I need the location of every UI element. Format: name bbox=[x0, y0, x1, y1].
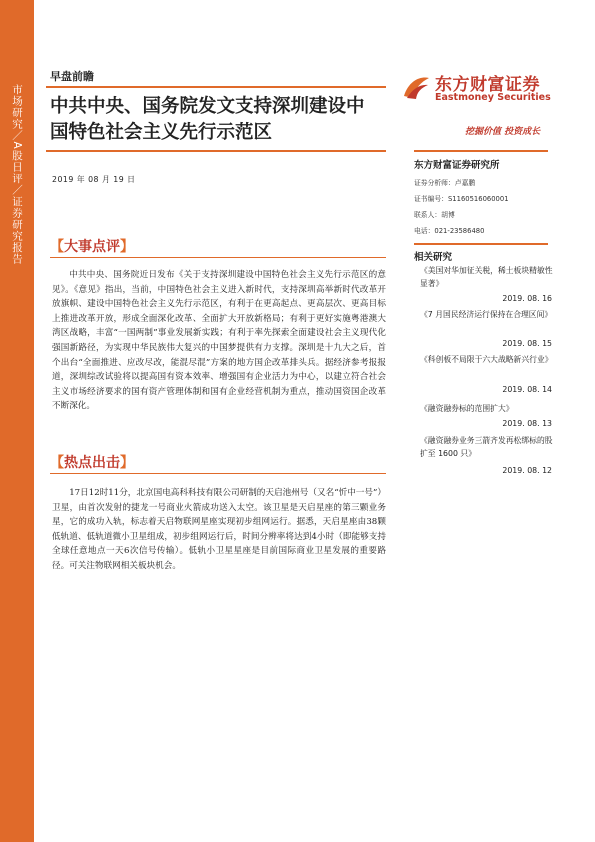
brand-name-en: Eastmoney Securities bbox=[435, 92, 551, 103]
related-item-date: 2019. 08. 13 bbox=[502, 419, 552, 428]
bracket-left: 【 bbox=[50, 455, 64, 471]
page-title bbox=[50, 94, 390, 146]
related-item-date: 2019. 08. 14 bbox=[502, 385, 552, 394]
bracket-right: 】 bbox=[120, 455, 134, 471]
title-bottom-rule bbox=[46, 150, 386, 152]
related-item-title[interactable]: 《7 月国民经济运行保持在合理区间》 bbox=[420, 310, 553, 319]
brand-name-cn: 东方财富证券 bbox=[435, 75, 540, 95]
bracket-right: 】 bbox=[120, 239, 134, 255]
org-heading: 东方财富证券研究所 bbox=[414, 160, 500, 171]
section-body-events: 中共中央、国务院近日发布《关于支持深圳建设中国特色社会主义先行示范区的意见》。《意见》指出，当前，中国特色社会主义进入新时代，支持深圳高举新时代改革开放旗帜、建设中国特色社会主义先行示范区，有利于在更高起点、更高层次、更高目标上推进改革开放，形成全面深化改革、全面扩大开放新格局；有利于更好实施粤港澳大湾区战略，丰富“一国两制”事业发展新实践；有利于率先探索全面建设社会主义现代化强国新路径，为实现中华民族伟大复兴的中国梦提供有力支撑。深圳是十九大之后，首个出台“全面推进、应改尽改，能混尽混”方案的地方国企改革排头兵。据经济参考报报道，深圳综改试验将以提高国有资本效率、增强国有企业活力为中心，以建立符合社会主义市场经济要求的国有资产管理体制和国有企业经营机制为重点，推动国资国企改革不断深化。 bbox=[52, 270, 386, 412]
section-body-hotspot: 17日12时11分，北京国电高科科技有限公司研制的天启池州号（又名“忻中一号”）卫星，由首次发射的捷龙一号商业火箭成功送入太空。该卫星是天启星座的第三颗业务星，它的成功入轨，标志着天启物联网星座实现初步组网运行。据悉，天启星座由38颗低轨道、低轨道微小卫星组成，初步组网运行后，时间分辨率将达到4小时（即能够支持全球任意地点一天6次信号传输）。低轨小卫星星座是目前国际商业卫星发展的重要路径。可关注物联网相关板块机会。 bbox=[52, 488, 386, 571]
title-line-2: 国特色社会主义先行示范区 bbox=[50, 122, 273, 143]
section-divider bbox=[50, 257, 386, 258]
related-item-title[interactable]: 《融资融券标的范围扩大》 bbox=[420, 404, 514, 413]
org-rule bbox=[414, 150, 548, 152]
brand-mark-icon bbox=[401, 72, 431, 102]
section-heading-events bbox=[50, 236, 134, 256]
phone-line: 电话：021-23586480 bbox=[414, 227, 485, 235]
related-item-title[interactable]: 《美国对华加征关税，稀土板块精敏性显著》 bbox=[420, 266, 553, 288]
section-heading-hotspot bbox=[50, 452, 134, 472]
related-rule bbox=[414, 243, 548, 245]
section-heading-text: 大事点评 bbox=[64, 239, 120, 255]
bracket-left: 【 bbox=[50, 239, 64, 255]
related-item-date: 2019. 08. 12 bbox=[502, 466, 552, 475]
sidebar bbox=[0, 0, 34, 842]
analyst-line: 证券分析师：卢嘉鹏 bbox=[414, 179, 476, 187]
contact-line: 联系人：胡博 bbox=[414, 211, 455, 219]
related-item-date: 2019. 08. 15 bbox=[502, 339, 552, 348]
section-divider bbox=[50, 473, 386, 474]
title-line-1: 中共中央、国务院发文支持深圳建设中 bbox=[50, 96, 365, 117]
brand-motto: 挖掘价值 投资成长 bbox=[465, 127, 541, 137]
report-date: 2019 年 08 月 19 日 bbox=[52, 175, 136, 184]
section-heading-text: 热点出击 bbox=[64, 455, 120, 471]
title-top-rule bbox=[46, 86, 386, 88]
related-item-title[interactable]: 《融资融券业务三箭齐发再松绑标的股扩至 1600 只》 bbox=[420, 436, 553, 458]
report-tag: 早盘前瞻 bbox=[50, 70, 94, 83]
brand-logo bbox=[401, 70, 561, 110]
related-heading: 相关研究 bbox=[414, 252, 453, 263]
sidebar-label: 市场研究／A股日评／证券研究报告 bbox=[11, 84, 23, 265]
related-item-title[interactable]: 《科创板不局限于六大战略新兴行业》 bbox=[420, 355, 553, 364]
certificate-line: 证书编号：S1160516060001 bbox=[414, 195, 509, 203]
related-item-date: 2019. 08. 16 bbox=[502, 294, 552, 303]
